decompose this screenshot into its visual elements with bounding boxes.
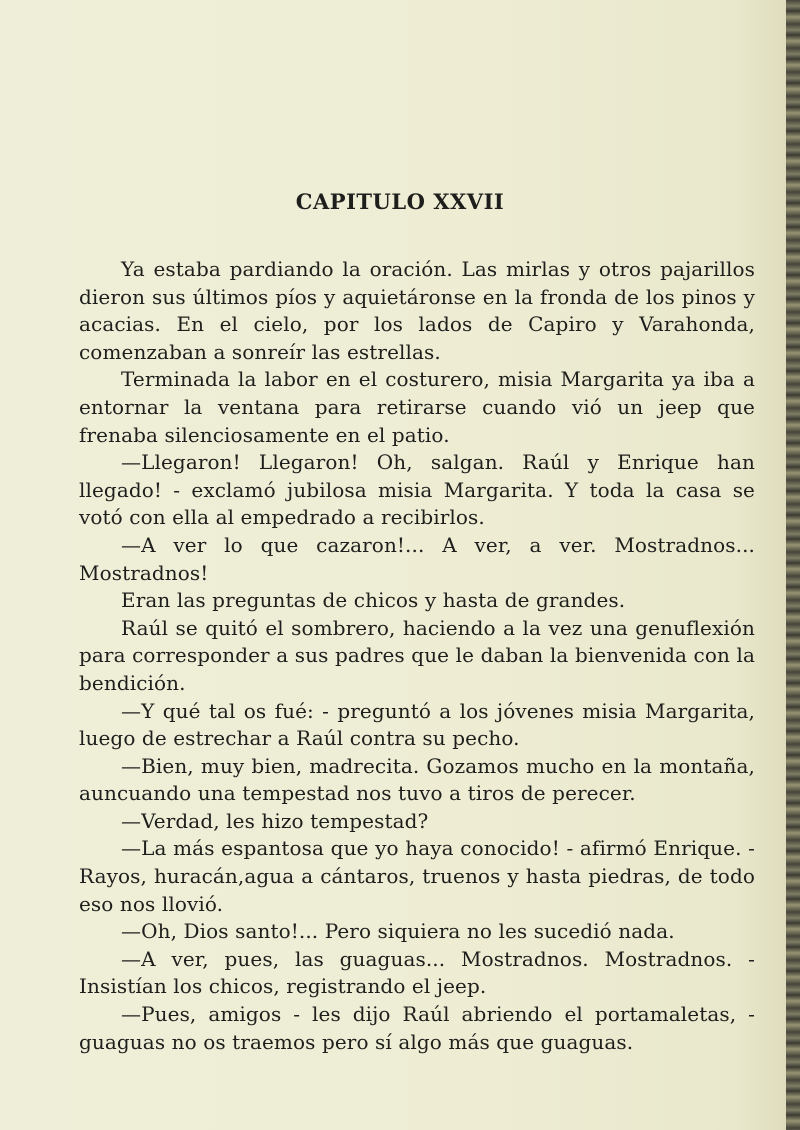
paragraph: —A ver lo que cazaron!... A ver, a ver. Mostradnos... Mostradnos! xyxy=(79,532,755,585)
paragraph: —Y qué tal os fué: - preguntó a los jóvenes misia Margarita, luego de estrechar a Raúl contra su pecho. xyxy=(79,698,755,751)
paragraph: —La más espantosa que yo haya conocido! - afirmó Enrique. - Rayos, huracán,agua a cántaros, truenos y hasta piedras, de todo eso nos llovió. xyxy=(79,836,755,916)
paragraph: Eran las preguntas de chicos y hasta de grandes. xyxy=(121,588,626,613)
paragraph: —Verdad, les hizo tempestad? xyxy=(121,808,429,833)
paragraph: —Pues, amigos - les dijo Raúl abriendo el portamaletas, - guaguas no os traemos pero sí algo más que guaguas. xyxy=(79,1002,755,1054)
chapter-body xyxy=(79,256,755,1056)
paragraph: —A ver, pues, las guaguas... Mostradnos. Mostradnos. - Insistían los chicos, registrando el jeep. xyxy=(79,946,755,999)
paragraph: Raúl se quitó el sombrero, haciendo a la vez una genuflexión para corresponder a sus padres que le daban la bienvenida con la bendición. xyxy=(79,615,755,695)
paragraph: —Llegaron! Llegaron! Oh, salgan. Raúl y Enrique han llegado! - exclamó jubilosa misia Margarita. Y toda la casa se votó con ella al empedrado a recibirlos. xyxy=(79,450,755,530)
page-edge-shadow xyxy=(786,0,800,1130)
paragraph: Terminada la labor en el costurero, misia Margarita ya iba a entornar la ventana para retirarse cuando vió un jeep que frenaba silenciosamente en el patio. xyxy=(79,367,755,447)
paragraph: —Oh, Dios santo!... Pero siquiera no les sucedió nada. xyxy=(121,919,675,944)
paragraph: Ya estaba pardiando la oración. Las mirlas y otros pajarillos dieron sus últimos píos y aquietáronse en la fronda de los pinos y acacias. En el cielo, por los lados de Capiro y Varahonda, comenzaban a sonreír las estrellas. xyxy=(79,257,755,364)
chapter-title: CAPITULO XXVII xyxy=(295,189,505,214)
paragraph: —Bien, muy bien, madrecita. Gozamos mucho en la montaña, auncuando una tempestad nos tuvo a tiros de perecer. xyxy=(79,753,755,806)
